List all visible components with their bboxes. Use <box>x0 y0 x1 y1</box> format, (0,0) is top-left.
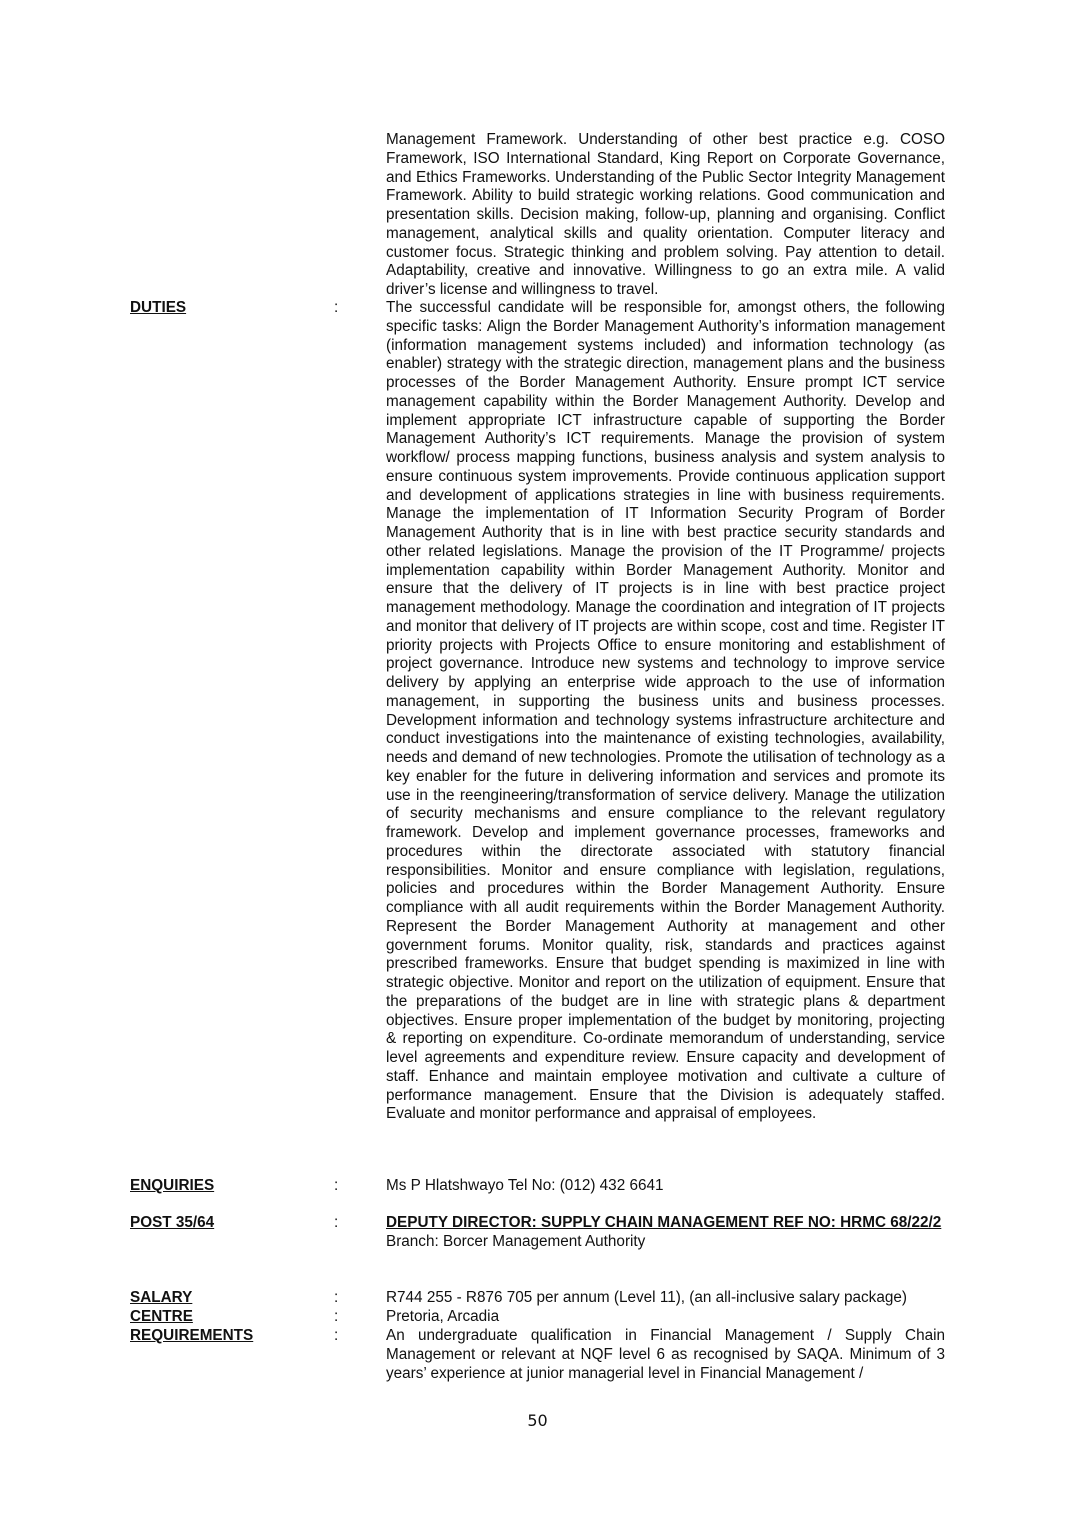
centre-colon: : <box>334 1308 339 1325</box>
enquiries-colon: : <box>334 1177 339 1194</box>
requirements-text: An undergraduate qualification in Financial Management / Supply Chain Management or relevant at NQF level 6 as recognised by SAQA. Minimum of 3 years’ experience at junior managerial level in Financial Management / <box>386 1327 945 1382</box>
salary-colon: : <box>334 1289 339 1306</box>
post-branch: Branch: Borcer Management Authority <box>386 1232 646 1250</box>
duties-colon: : <box>334 299 339 316</box>
continued-requirements-text: Management Framework. Understanding of other best practice e.g. COSO Framework, ISO International Standard, King Report on Corporate Governance, and Ethics Frameworks. Understanding of the Public Sector Integrity Management Framework. Ability to build strategic working relations. Good communication and presentation skills. Decision making, follow-up, planning and organising. Conflict management, analytical skills and quality orientation. Computer literacy and customer focus. Strategic thinking and problem solving. Pay attention to detail. Adaptability, creative and innovative. Willingness to go an extra mile. A valid driver’s license and willingness to travel. <box>386 131 945 298</box>
requirements-colon: : <box>334 1327 339 1344</box>
post-colon: : <box>334 1214 339 1231</box>
enquiries-text: Ms P Hlatshwayo Tel No: (012) 432 6641 <box>386 1177 664 1194</box>
post-label: POST 35/64 <box>130 1214 215 1231</box>
enquiries-label: ENQUIRIES <box>130 1177 215 1194</box>
centre-label: CENTRE <box>130 1308 193 1325</box>
post-title: DEPUTY DIRECTOR: SUPPLY CHAIN MANAGEMENT REF NO: HRMC 68/22/2 <box>386 1214 942 1231</box>
duties-label: DUTIES <box>130 299 187 316</box>
page-number: 50 <box>527 1411 548 1430</box>
salary-text: R744 255 - R876 705 per annum (Level 11), (an all-inclusive salary package) <box>386 1289 907 1306</box>
centre-text: Pretoria, Arcadia <box>386 1308 500 1325</box>
requirements-label: REQUIREMENTS <box>130 1327 254 1344</box>
duties-text: The successful candidate will be responsible for, amongst others, the following specific tasks: Align the Border Management Authority’s information management (information management systems included) and information technology (as enabler) strategy with the strategic direction, management plans and the business processes of the Border Management Authority. Ensure prompt ICT service management capability within the Border Management Authority. Develop and implement appropriate ICT infrastructure capable of supporting the Border Management Authority’s ICT requirements. Manage the provision of system workflow/ process mapping functions, business analysis and system analysis to ensure continuous system improvements. Provide continuous application support and development of applications strategies in line with business requirements. Manage the implementation of IT Information Security Program of Border Management Authority that is in line with best practice security standards and other related legislations. Manage the provision of the IT Programme/ projects implementation capability within Border Management Authority. Monitor and ensure that the delivery of IT projects is in line with best practice project management methodology. Manage the coordination and integration of IT projects and monitor that delivery of IT projects are within scope, cost and time. Register IT priority projects with Projects Office to ensure monitoring and establishment of project governance. Introduce new systems and technology to improve service delivery by applying an enterprise wide approach to the use of information management, in supporting the business units and business processes. Development information and technology systems infrastructure architecture and conduct investigations into the maintenance of existing technologies, availability, needs and demand of new technologies. Promote the utilisation of technology as a key enabler for the future in delivering information and services and promote its use in the reengineering/transformation of service delivery. Manage the utilization of security mechanisms and ensure compliance to the relevant regulatory framework. Develop and implement governance processes, frameworks and procedures within the directorate associated with statutory financial responsibilities. Monitor and ensure compliance with legislation, regulations, policies and procedures within the Border Management Authority. Ensure compliance with all audit requirements within the Border Management Authority. Represent the Border Management Authority at management and other government forums. Monitor quality, risk, standards and practices against prescribed frameworks. Ensure that budget spending is maximized in line with strategic objective. Monitor and report on the utilization of equipment. Ensure that the preparations of the budget are in line with strategic plans & department objectives. Ensure proper implementation of the budget by monitoring, projecting & reporting on expenditure. Co-ordinate memorandum of understanding, service level agreements and expenditure review. Ensure capacity and development of staff. Enhance and maintain employee motivation and cultivate a culture of performance management. Ensure that the Division is adequately staffed. Evaluate and monitor performance and appraisal of employees. <box>386 299 945 1123</box>
post-content <box>386 1214 945 1252</box>
salary-label: SALARY <box>130 1289 193 1306</box>
